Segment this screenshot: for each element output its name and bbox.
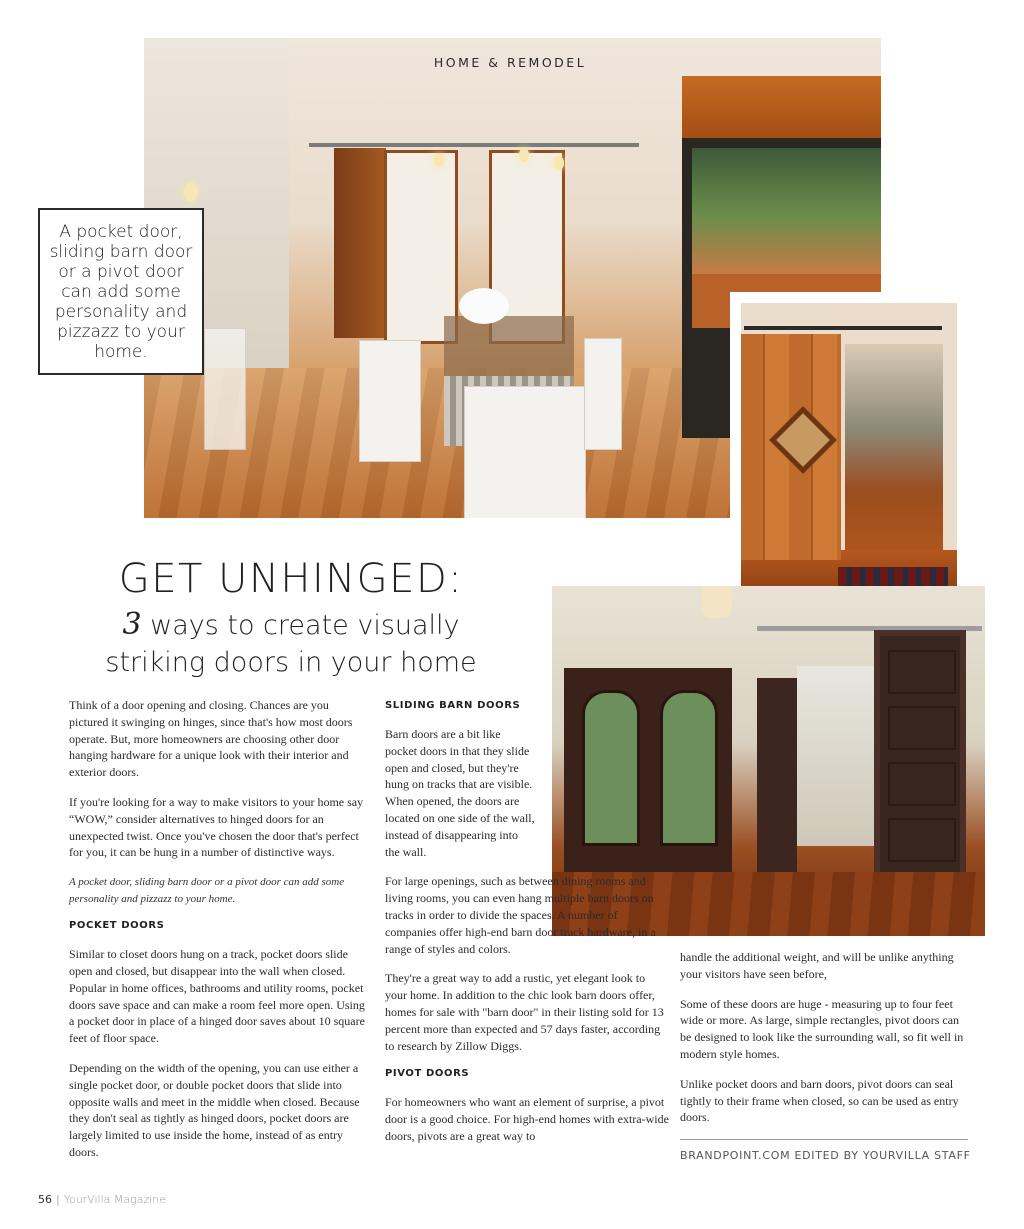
dining-table xyxy=(444,316,574,376)
paragraph: handle the additional weight, and will be unlike anything your visitors have seen before, xyxy=(680,950,954,981)
living-room-view xyxy=(845,344,943,554)
pull-quote-text: A pocket door, sliding barn door or a pivot door can add some personality and pizzazz to your home. xyxy=(49,221,193,362)
magazine-name: YourVilla Magazine xyxy=(63,1193,167,1206)
pull-quote-box xyxy=(38,208,204,375)
barn-door-left xyxy=(384,150,458,344)
subhead-number: 3 xyxy=(122,607,142,642)
pendant-light xyxy=(184,183,198,201)
paragraph: Unlike pocket doors and barn doors, pivot doors can seal tightly to their frame when closed, so can be used as entry doors. xyxy=(680,1076,959,1125)
pendant-light xyxy=(434,153,444,167)
barn-door-rail xyxy=(309,143,639,147)
paragraph: They're a great way to add a rustic, yet elegant look to your home. In addition to the chic look barn doors offer, homes for sale with "barn door" in their listing sold for 13 percent more than expected and 57 days faster, according to research by Zillow Diggs. xyxy=(385,971,664,1053)
door-panel xyxy=(888,650,956,694)
chair xyxy=(464,386,586,518)
flower-vase xyxy=(459,288,509,324)
article-headline: GET UNHINGED: xyxy=(118,556,464,602)
section-label: HOME & REMODEL xyxy=(433,55,587,70)
open-barn-door xyxy=(757,678,797,878)
article-subheadline xyxy=(90,606,492,681)
chair xyxy=(584,338,622,450)
paragraph: Barn doors are a bit like pocket doors in that they slide open and closed, but they're hung on tracks that are visible. When opened, the doors are located on one side of the wall, instead of disappearing into the wall. xyxy=(385,727,535,859)
section-heading-barn-doors: SLIDING BARN DOORS xyxy=(385,700,521,711)
wood-cabinet xyxy=(334,148,386,338)
door-panel xyxy=(888,706,956,750)
section-heading-pocket-doors: POCKET DOORS xyxy=(69,920,165,932)
page-number: 56 xyxy=(38,1193,52,1206)
paragraph: For large openings, such as between dining rooms and living rooms, you can even hang multiple barn doors on tracks in order to divide the spaces. A number of companies offer high-end barn door track hardware, in a range of styles and colors. xyxy=(385,874,656,956)
paragraph: Some of these doors are huge - measuring up to four feet wide or more. As large, simple rectangles, pivot doors can be designed to look like the surrounding wall, so fit well in modern style homes. xyxy=(680,996,964,1061)
barn-door-photo xyxy=(730,292,968,608)
wooden-barn-door xyxy=(741,334,841,560)
paragraph: If you're looking for a way to make visitors to your home say “WOW,” consider alternatives to hinged doors for an unexpected twist. Once you've chosen the door that's perfect for you, it can be hung in a number of distinctive ways. xyxy=(69,794,364,860)
paragraph: For homeowners who want an element of surprise, a pivot door is a good choice. For high-end homes with extra-wide doors, pivots are a great way to xyxy=(385,1095,669,1143)
pendant-light xyxy=(554,156,564,170)
credit-line: BRANDPOINT.COM EDITED BY YOURVILLA STAFF xyxy=(680,1149,971,1162)
footer-separator: | xyxy=(56,1193,60,1206)
photo-caption: A pocket door, sliding barn door or a pivot door can add some personality and pizzazz to your home. xyxy=(69,876,345,906)
column-3 xyxy=(680,949,970,1139)
diamond-window xyxy=(769,406,837,474)
column-1 xyxy=(69,697,369,1174)
chair xyxy=(359,340,421,462)
paragraph: Think of a door opening and closing. Chances are you pictured it swinging on hinges, since that's how most doors operate. But, more homeowners are choosing other door hanging hardware for a unique look with their interior and exterior doors. xyxy=(69,698,353,780)
section-heading-pivot-doors: PIVOT DOORS xyxy=(385,1068,470,1080)
barn-door-rail xyxy=(744,326,942,330)
wall-sconce xyxy=(702,586,732,618)
paragraph: Similar to closet doors hung on a track, pocket doors slide open and closed, but disappear into the wall when closed. Popular in home offices, bathrooms and utility rooms, pocket doors save space and can make a room feel more open. Using a pocket door in place of a hinged door saves about 10 square feet of floor space. xyxy=(69,947,365,1046)
bar-stool xyxy=(204,328,246,450)
credit-divider xyxy=(680,1139,968,1140)
column-2 xyxy=(385,697,670,1158)
pendant-light xyxy=(519,148,529,162)
subhead-text: ways to create visually striking doors in your home xyxy=(105,610,477,678)
door-panel xyxy=(888,762,956,806)
adjacent-room xyxy=(797,666,877,846)
paragraph: Depending on the width of the opening, you can use either a single pocket door, or double pocket doors that slide into opposite walls and meet in the middle when closed. Because they don't seal as tightly as hinged doors, pocket doors are largely limited to use inside the home, instead of as entry doors. xyxy=(69,1060,360,1159)
page-footer xyxy=(38,1193,166,1206)
wood-ceiling xyxy=(682,76,881,138)
door-panel xyxy=(888,818,956,862)
